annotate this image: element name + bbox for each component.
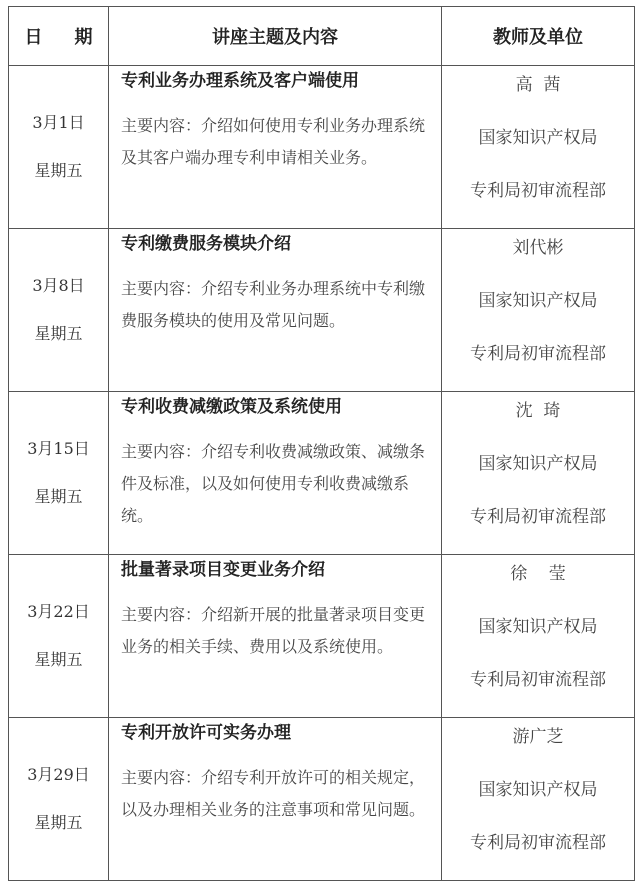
table-row [9, 392, 635, 555]
date: 3月22日 [27, 602, 90, 621]
teacher-cell [442, 718, 635, 881]
topic-title: 专利缴费服务模块介绍 [121, 234, 291, 254]
topic-content: 主要内容：介绍新开展的批量著录项目变更业务的相关手续、费用以及系统使用。 [121, 605, 426, 656]
table-row [9, 555, 635, 718]
topic-title: 专利开放许可实务办理 [121, 723, 291, 743]
teacher-org: 国家知识产权局 [478, 454, 598, 474]
topic-cell [109, 392, 442, 555]
teacher-name: 徐 莹 [510, 564, 566, 584]
date: 3月15日 [27, 439, 90, 458]
weekday: 星期五 [34, 161, 83, 180]
topic-title: 批量著录项目变更业务介绍 [121, 560, 325, 580]
teacher-dept: 专利局初审流程部 [470, 833, 606, 853]
topic-content: 主要内容：介绍如何使用专利业务办理系统及其客户端办理专利申请相关业务。 [121, 116, 426, 167]
header-date: 日 期 [9, 7, 109, 66]
schedule-table [8, 6, 635, 881]
header-teacher: 教师及单位 [442, 7, 635, 66]
topic-content: 主要内容：介绍专利业务办理系统中专利缴费服务模块的使用及常见问题。 [121, 279, 426, 330]
date-cell [9, 66, 109, 229]
topic-cell [109, 718, 442, 881]
weekday: 星期五 [34, 324, 83, 343]
topic-title: 专利收费减缴政策及系统使用 [121, 397, 342, 417]
topic-cell [109, 229, 442, 392]
teacher-dept: 专利局初审流程部 [470, 181, 606, 201]
table-row [9, 229, 635, 392]
teacher-name: 游广芝 [512, 727, 564, 747]
date-cell [9, 392, 109, 555]
date-cell [9, 555, 109, 718]
teacher-dept: 专利局初审流程部 [470, 670, 606, 690]
topic-title: 专利业务办理系统及客户端使用 [121, 71, 359, 91]
table-row [9, 718, 635, 881]
teacher-cell [442, 66, 635, 229]
teacher-cell [442, 392, 635, 555]
date-cell [9, 718, 109, 881]
teacher-name: 刘代彬 [512, 238, 564, 258]
teacher-org: 国家知识产权局 [478, 780, 598, 800]
date: 3月1日 [32, 113, 85, 132]
topic-cell [109, 555, 442, 718]
topic-content: 主要内容：介绍专利开放许可的相关规定，以及办理相关业务的注意事项和常见问题。 [121, 768, 426, 819]
table-row [9, 66, 635, 229]
teacher-org: 国家知识产权局 [478, 291, 598, 311]
topic-content: 主要内容：介绍专利收费减缴政策、减缴条件及标准，以及如何使用专利收费减缴系统。 [121, 442, 426, 525]
header-topic: 讲座主题及内容 [109, 7, 442, 66]
teacher-cell [442, 229, 635, 392]
teacher-name: 沈 琦 [515, 401, 561, 421]
weekday: 星期五 [34, 813, 83, 832]
teacher-dept: 专利局初审流程部 [470, 507, 606, 527]
weekday: 星期五 [34, 650, 83, 669]
teacher-name: 高 茜 [515, 75, 561, 95]
header-row [9, 7, 635, 66]
teacher-cell [442, 555, 635, 718]
topic-cell [109, 66, 442, 229]
date: 3月8日 [32, 276, 85, 295]
teacher-org: 国家知识产权局 [478, 617, 598, 637]
weekday: 星期五 [34, 487, 83, 506]
date-cell [9, 229, 109, 392]
date: 3月29日 [27, 765, 90, 784]
teacher-org: 国家知识产权局 [478, 128, 598, 148]
teacher-dept: 专利局初审流程部 [470, 344, 606, 364]
